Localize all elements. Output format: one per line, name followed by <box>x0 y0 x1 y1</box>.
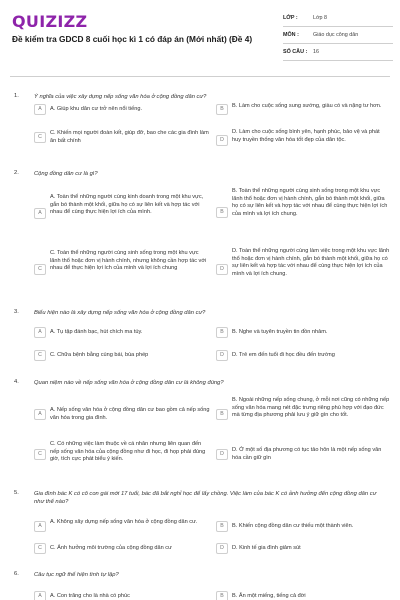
option-letter: A <box>34 409 46 420</box>
option-text: A. Con trăng cho là nhà có phúc <box>50 593 130 599</box>
option-letter: C <box>34 350 46 361</box>
option-text: B. Nghe và tuyên truyền tin đồn nhảm. <box>232 329 328 335</box>
question-text: Gia đình bác K có cô con gái mới 17 tuổi, bác đã bắt nghỉ học để lấy chồng. Việc làm của bác K có ảnh hưởng đến cộng đồng dân cư như thế nào? <box>34 491 377 505</box>
header-divider <box>10 76 390 77</box>
option-text: C. Có những việc làm thuộc về cá nhân nhưng liên quan đến nếp sống văn hóa của cộng đồng như đi học, đi họp phải đúng giờ, tích cực phát biểu ý kiến. <box>50 441 206 462</box>
option-letter: B <box>216 207 228 218</box>
page-title: Đề kiểm tra GDCD 8 cuối học kì 1 có đáp án (Mới nhất) (Đề 4) <box>12 34 253 44</box>
meta-value: Lớp 8 <box>313 15 328 21</box>
option-letter: C <box>34 132 46 143</box>
meta-value: Giáo dục công dân <box>313 32 359 38</box>
option-letter: D <box>216 135 228 146</box>
question-number: 4. <box>14 379 19 385</box>
option-letter: D <box>216 543 228 554</box>
option-letter: C <box>34 543 46 554</box>
option-letter: D <box>216 264 228 275</box>
option-text: D. Toàn thể những người cùng làm việc trong một khu vực lãnh thổ hoặc đơn vị hành chính, gắn bó thành một khối, giữa họ có sự liên kết và hợp tác với nhau để cùng thực hiện lợi ích của mình và lợi ích chung. <box>232 248 390 277</box>
question-text: Quan niệm nào về nếp sống văn hóa ở cộng đồng dân cư là không đúng? <box>34 380 224 386</box>
option-text: B. Toàn thể những người cùng sinh sống trong một khu vực lãnh thổ hoặc đơn vị hành chính, gắn bó thành một khối, giữa họ có sự liên kết và hợp tác với nhau để cùng thực hiện lợi ích của mình và lợi ích chung. <box>232 188 388 217</box>
meta-table <box>283 10 393 61</box>
option-letter: B <box>216 591 228 600</box>
question-number: 2. <box>14 170 19 176</box>
question-number: 6. <box>14 571 19 577</box>
option-text: C. Toàn thể những người cùng sinh sống trong một khu vực lãnh thổ hoặc đơn vị hành chính, nhưng không cần hợp tác với nhau để thực hiện lợi ích của mình và lợi ích chung <box>50 250 207 271</box>
option-text: A. Tụ tập đánh bạc, hút chích ma túy. <box>50 329 143 335</box>
option-text: B. Làm cho cuộc sống sung sướng, giàu có và nặng tư hơn. <box>232 103 382 109</box>
option-letter: D <box>216 449 228 460</box>
option-letter: B <box>216 521 228 532</box>
question-number: 3. <box>14 309 19 315</box>
option-text: C. Chữa bệnh bằng cúng bái, bùa phép <box>50 352 149 358</box>
option-text: A. Nếp sống văn hóa ở cộng đồng dân cư bao gồm cả nếp sống văn hóa trong gia đình. <box>50 407 210 421</box>
option-text: B. Khiến cộng đồng dân cư thiếu một thành viên. <box>232 523 354 529</box>
meta-label: LỚP : <box>283 15 298 21</box>
option-text: A. Giúp khu dân cư trở nên nổi tiếng. <box>50 106 142 112</box>
question-number: 5. <box>14 490 19 496</box>
meta-row-grade <box>283 10 393 27</box>
question-text: Biểu hiện nào là xây dựng nếp sống văn hóa ở cộng đồng dân cư? <box>34 310 206 316</box>
option-letter: A <box>34 208 46 219</box>
option-letter: B <box>216 104 228 115</box>
option-text: D. Kinh tế gia đình giảm sút <box>232 545 301 551</box>
meta-value: 16 <box>313 49 319 55</box>
option-text: C. Ảnh hưởng môi trường của cộng đồng dân cư <box>50 545 172 551</box>
option-letter: D <box>216 350 228 361</box>
option-text: B. Ngoài những nếp sống chung, ở mỗi nơi cũng có những nếp sống văn hóa mang nét đặc trưng riêng phù hợp với đạo đức mà từng địa phương phải lưu ý giữ gìn cho tốt. <box>232 397 390 418</box>
option-text: A. Toàn thể những người cùng kinh doanh trong một khu vực, gắn bó thành một khối, giữa họ có sự liên kết và hợp tác với nhau để cùng thực hiện lợi ích của mình. <box>50 194 204 215</box>
meta-label: MÔN : <box>283 32 299 38</box>
option-text: B. Ăn một miếng, tiếng cả đời <box>232 593 306 599</box>
question-text: Cộng đồng dân cư là gì? <box>34 171 98 177</box>
option-text: D. Ở một số địa phương có tục tảo hôn là một nếp sống văn hóa cần giữ gìn <box>232 447 382 461</box>
option-letter: B <box>216 327 228 338</box>
option-text: D. Làm cho cuộc sống bình yên, hạnh phúc, bảo vệ và phát huy truyền thống văn hóa tốt đẹp của dân tộc. <box>232 129 380 143</box>
option-letter: A <box>34 521 46 532</box>
option-letter: C <box>34 264 46 275</box>
quizizz-logo: QUIZIZZ <box>12 12 88 31</box>
meta-row-count <box>283 44 393 61</box>
option-letter: A <box>34 104 46 115</box>
option-text: D. Trẻ em đến tuổi đi học đều đến trường <box>232 352 335 358</box>
meta-label: SỐ CÂU : <box>283 49 308 55</box>
question-text: Câu tục ngữ thể hiện tình tự lập? <box>34 572 119 578</box>
header <box>0 0 400 72</box>
meta-row-subject <box>283 27 393 44</box>
option-letter: B <box>216 409 228 420</box>
question-number: 1. <box>14 93 19 99</box>
option-text: C. Khiến mọi người đoàn kết, giúp đỡ, bao che các gia đình làm ăn bất chính <box>50 130 209 144</box>
option-text: A. Không xây dựng nếp sống văn hóa ở cộng đồng dân cư. <box>50 519 198 525</box>
option-letter: A <box>34 591 46 600</box>
question-text: Ý nghĩa của việc xây dựng nếp sống văn hóa ở cộng đồng dân cư? <box>34 94 207 100</box>
option-letter: C <box>34 449 46 460</box>
option-letter: A <box>34 327 46 338</box>
